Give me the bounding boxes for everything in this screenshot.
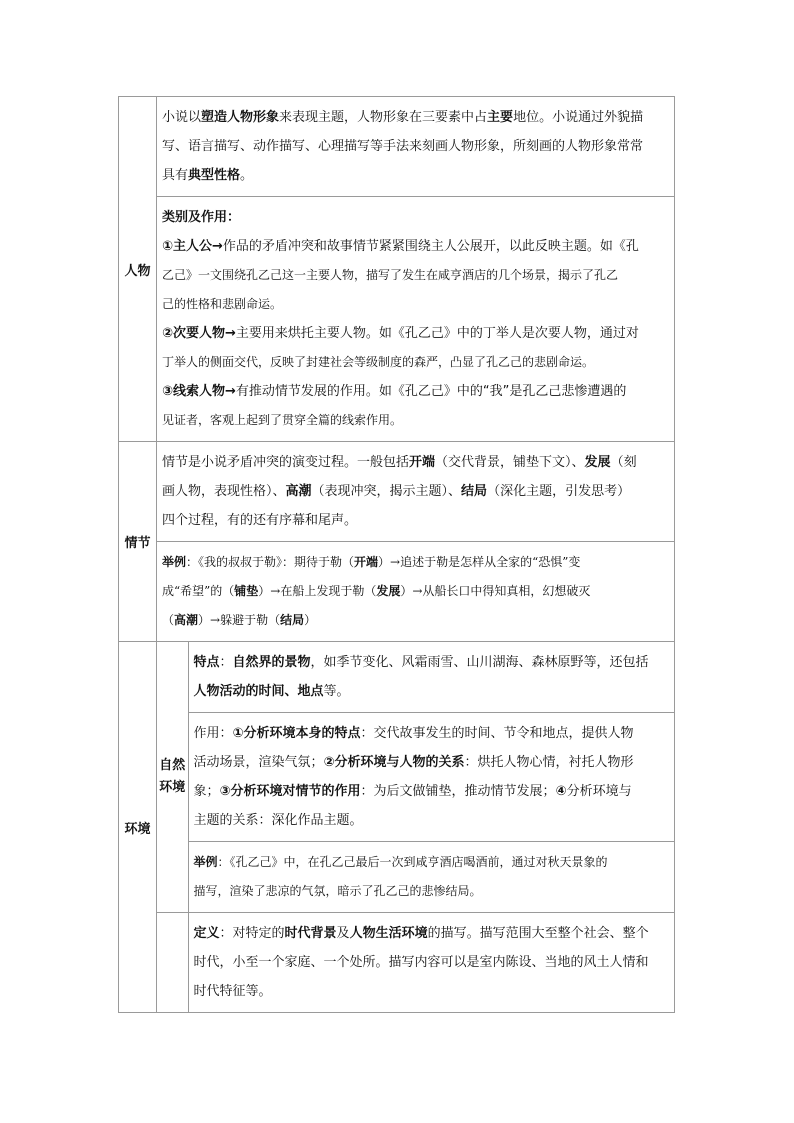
table-row (119, 442, 675, 542)
environment-subtable (157, 642, 675, 1012)
table-row (119, 97, 675, 197)
category-characters: 人物 (119, 97, 157, 442)
table-row (119, 642, 675, 1013)
characters-types-cell: 类别及作用： ①主人公→作品的矛盾冲突和故事情节紧紧围绕主人公展开，以此反映主题。如《孔 乙己》一文围绕孔乙己这一主要人物，描写了发生在咸亨酒店的几个场景，揭示了孔乙 己的性格和悲剧命运。 ②次要人物→主要用来烘托主要人物。如《孔乙己》中的丁举人是次要人物，通过对 丁举人的侧面交代，反映了封建社会等级制度的森严，凸显了孔乙己的悲剧命运。 ③线索人物→有推动情节发展的作用。如《孔乙己》中的“我”是孔乙己悲惨遭遇的 见证者，客观上起到了贯穿全篇的线索作用。 (157, 197, 675, 442)
plot-example-cell: 举例：《我的叔叔于勒》：期待于勒（开端）→追述于勒是怎样从全家的“恐惧”变 成“希望”的（铺垫）→在船上发现于勒（发展）→从船长口中得知真相，幻想破灭 （高潮）→躲避于勒（结局） (157, 542, 675, 642)
summary-table (118, 96, 675, 1013)
subcategory-natural-environment: 自然 环境 (157, 642, 188, 913)
subcategory-social-environment (157, 913, 188, 1013)
natural-example-cell: 举例：《孔乙己》中，在孔乙己最后一次到咸亨酒店喝酒前，通过对秋天景象的 描写，渲染了悲凉的气氛，暗示了孔乙己的悲惨结局。 (188, 842, 675, 913)
natural-function-cell: 作用：①分析环境本身的特点：交代故事发生的时间、节令和地点，提供人物 活动场景，渲染气氛；②分析环境与人物的关系：烘托人物心情，衬托人物形 象；③分析环境对情节的作用：为后文做铺垫，推动情节发展；④分析环境与 主题的关系：深化作品主题。 (188, 713, 675, 842)
natural-feature-cell: 特点：自然界的景物，如季节变化、风霜雨雪、山川湖海、森林原野等，还包括 人物活动的时间、地点等。 (188, 642, 675, 713)
category-environment: 环境 (119, 642, 157, 1013)
category-plot: 情节 (119, 442, 157, 642)
plot-desc-cell: 情节是小说矛盾冲突的演变过程。一般包括开端（交代背景，铺垫下文）、发展（刻 画人物，表现性格）、高潮（表现冲突，揭示主题）、结局（深化主题，引发思考） 四个过程，有的还有序幕和尾声。 (157, 442, 675, 542)
table-row (119, 542, 675, 642)
types-heading: 类别及作用： (162, 210, 241, 225)
characters-intro-cell: 小说以塑造人物形象来表现主题，人物形象在三要素中占主要地位。小说通过外貌描 写、语言描写、动作描写、心理描写等手法来刻画人物形象，所刻画的人物形象常常 具有典型性格。 (157, 97, 675, 197)
document-page (118, 96, 674, 1013)
social-definition-cell: 定义：对特定的时代背景及人物生活环境的描写。描写范围大至整个社会、整个 时代，小至一个家庭、一个处所。描写内容可以是室内陈设、当地的风土人情和 时代特征等。 (193, 926, 649, 999)
table-row (119, 197, 675, 442)
environment-cell (157, 642, 675, 1013)
